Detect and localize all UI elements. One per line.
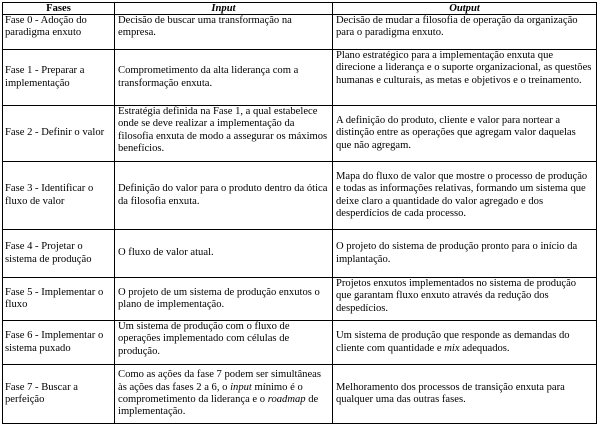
table-row [3, 162, 597, 230]
cell-input: O fluxo de valor atual. [115, 230, 333, 278]
table-row [3, 321, 597, 365]
table-header-row [3, 3, 597, 15]
table-row [3, 50, 597, 106]
phases-table [2, 2, 597, 424]
table-row [3, 15, 597, 50]
cell-input: Um sistema de produção com o fluxo de operações implementado com células de produção. [115, 321, 333, 365]
cell-output: Mapa do fluxo de valor que mostre o processo de produção e todas as informações relativas, formando um sistema que deixe claro a quantidade do valor agregado e dos desperdícios de cada processo. [333, 162, 597, 230]
cell-output [333, 321, 597, 365]
cell-input: Estratégia definida na Fase 1, a qual estabelece onde se deve realizar a implementação da filosofia enxuta de modo a assegurar os máximos benefícios. [115, 106, 333, 162]
header-output: Output [333, 3, 597, 15]
cell-output: Plano estratégico para a implementação enxuta que direcione a liderança e o suporte organizacional, as questões humanas e culturais, as metas e objetivos e o treinamento. [333, 50, 597, 106]
cell-output: Decisão de mudar a filosofia de operação da organização para o paradigma enxuto. [333, 15, 597, 50]
cell-fase: Fase 1 - Preparar a implementação [3, 50, 115, 106]
table-row [3, 365, 597, 424]
cell-fase: Fase 2 - Definir o valor [3, 106, 115, 162]
table-row [3, 278, 597, 321]
cell-input: Comprometimento da alta liderança com a transformação enxuta. [115, 50, 333, 106]
cell-fase: Fase 5 - Implementar o fluxo [3, 278, 115, 321]
input-text-part1: Como as ações da fase 7 podem ser simultâneas às ações das fases 2 a 6, o [118, 369, 321, 393]
cell-output: Projetos enxutos implementados no sistema de produção que garantam fluxo enxuto através da redução dos despedícios. [333, 278, 597, 321]
table-row [3, 106, 597, 162]
cell-fase: Fase 7 - Buscar a perfeição [3, 365, 115, 424]
cell-input: Definição do valor para o produto dentro da ótica da filosofia enxuta. [115, 162, 333, 230]
cell-fase: Fase 3 - Identificar o fluxo de valor [3, 162, 115, 230]
cell-input [115, 365, 333, 424]
cell-output: Melhoramento dos processos de transição enxuta para qualquer uma das outras fases. [333, 365, 597, 424]
input-text-part3: de implementação. [118, 394, 319, 418]
table-row [3, 230, 597, 278]
cell-input: Decisão de buscar uma transformação na empresa. [115, 15, 333, 50]
cell-output: A definição do produto, cliente e valor para nortear a distinção entre as operações que agregam valor daquelas que não agregam. [333, 106, 597, 162]
output-text-part2: adequados. [459, 342, 510, 354]
header-fases: Fases [3, 3, 115, 15]
output-italic-mix: mix [444, 342, 460, 354]
input-italic-input: input [230, 381, 252, 393]
input-text-part2: mínimo é o comprometimento da liderança e o [118, 381, 303, 405]
cell-fase: Fase 0 - Adoção do paradigma enxuto [3, 15, 115, 50]
cell-output: O projeto do sistema de produção pronto para o início da implantação. [333, 230, 597, 278]
cell-fase: Fase 6 - Implementar o sistema puxado [3, 321, 115, 365]
header-input: Input [115, 3, 333, 15]
cell-fase: Fase 4 - Projetar o sistema de produção [3, 230, 115, 278]
cell-input: O projeto de um sistema de produção enxutos o plano de implementação. [115, 278, 333, 321]
output-text-part1: Um sistema de produção que responde as demandas do cliente com quantidade e [336, 330, 570, 354]
input-italic-roadmap: roadmap [267, 394, 306, 405]
